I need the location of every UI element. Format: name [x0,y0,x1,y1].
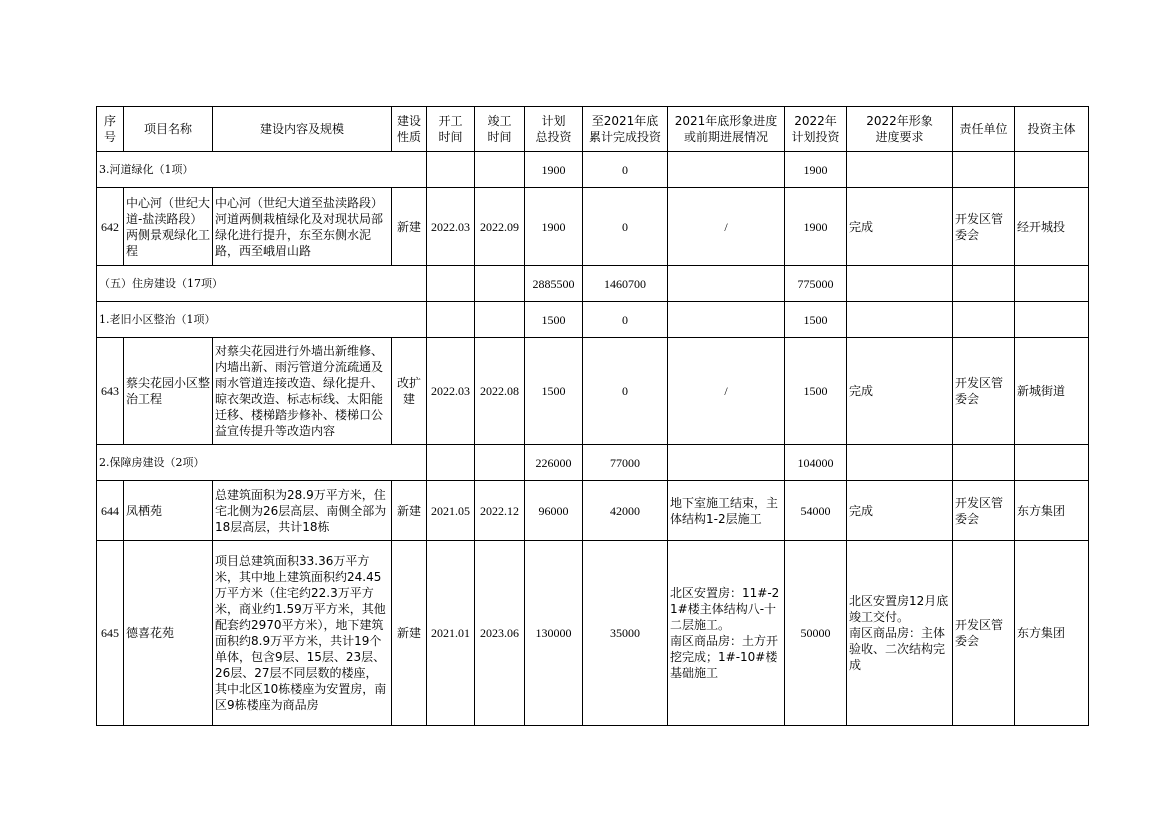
section-plan-total: 1500 [525,302,583,338]
row-unit: 开发区管委会 [953,338,1015,445]
row-content: 总建筑面积为28.9万平方米，住宅北侧为26层高层、南侧全部为18层高层，共计18栋 [213,481,392,541]
row-end: 2022.12 [475,481,525,541]
header-req-2022: 2022年形象 进度要求 [847,107,953,152]
section-plan-2022: 775000 [785,266,847,302]
row-investor: 东方集团 [1015,541,1089,726]
table-row [97,481,1089,541]
row-cum-2021: 0 [583,188,668,266]
header-investor: 投资主体 [1015,107,1089,152]
row-plan-2022: 1900 [785,188,847,266]
row-seq: 643 [97,338,124,445]
row-nature: 新建 [392,481,427,541]
section-title: （五）住房建设（17项） [97,266,427,302]
row-plan-2022: 54000 [785,481,847,541]
row-progress-2021: 地下室施工结束，主体结构1-2层施工 [668,481,785,541]
section-row-river [97,152,1089,188]
row-req-2022: 北区安置房12月底竣工交付。 南区商品房：主体验收、二次结构完成 [847,541,953,726]
section-cum-2021: 0 [583,302,668,338]
table-row [97,541,1089,726]
section-title: 2.保障房建设（2项） [97,445,427,481]
row-plan-total: 96000 [525,481,583,541]
section-cum-2021: 0 [583,152,668,188]
table-row [97,338,1089,445]
row-req-2022: 完成 [847,338,953,445]
row-name: 德喜花苑 [124,541,213,726]
row-cum-2021: 42000 [583,481,668,541]
row-nature: 新建 [392,541,427,726]
header-seq: 序 号 [97,107,124,152]
section-row-guarantee [97,445,1089,481]
row-investor: 经开城投 [1015,188,1089,266]
header-start: 开工 时间 [427,107,475,152]
row-progress-2021: / [668,338,785,445]
section-plan-2022: 1900 [785,152,847,188]
row-progress-2021: / [668,188,785,266]
section-plan-2022: 1500 [785,302,847,338]
section-plan-total: 1900 [525,152,583,188]
row-end: 2022.09 [475,188,525,266]
project-table [96,106,1089,726]
row-unit: 开发区管委会 [953,481,1015,541]
row-cum-2021: 35000 [583,541,668,726]
row-name: 凤栖苑 [124,481,213,541]
row-req-2022: 完成 [847,188,953,266]
row-name: 中心河（世纪大道-盐渎路段）两侧景观绿化工程 [124,188,213,266]
row-start: 2021.01 [427,541,475,726]
row-unit: 开发区管委会 [953,188,1015,266]
row-plan-total: 130000 [525,541,583,726]
row-seq: 645 [97,541,124,726]
header-plan-total: 计划 总投资 [525,107,583,152]
row-start: 2022.03 [427,188,475,266]
section-plan-total: 226000 [525,445,583,481]
row-investor: 新城街道 [1015,338,1089,445]
section-row-old [97,302,1089,338]
row-content: 中心河（世纪大道至盐渎路段）河道两侧栽植绿化及对现状局部绿化进行提升，东至东侧水泥路，西至峨眉山路 [213,188,392,266]
row-cum-2021: 0 [583,338,668,445]
header-nature: 建设 性质 [392,107,427,152]
header-plan-2022: 2022年 计划投资 [785,107,847,152]
header-row [97,107,1089,152]
header-name: 项目名称 [124,107,213,152]
row-progress-2021: 北区安置房：11#-21#楼主体结构八-十二层施工。 南区商品房：土方开挖完成；1#-10#楼基础施工 [668,541,785,726]
row-end: 2023.06 [475,541,525,726]
section-row-housing [97,266,1089,302]
row-plan-total: 1900 [525,188,583,266]
header-unit: 责任单位 [953,107,1015,152]
section-plan-total: 2885500 [525,266,583,302]
row-content: 项目总建筑面积33.36万平方米，其中地上建筑面积约24.45万平方米（住宅约22.3万平方米，商业约1.59万平方米，其他配套约2970平方米），地下建筑面积约8.9万平方米，共计19个单体，包含9层、15层、23层、26层、27层不同层数的楼座，其中北区10栋楼座为安置房，南区9栋楼座为商品房 [213,541,392,726]
row-start: 2021.05 [427,481,475,541]
row-content: 对蔡尖花园进行外墙出新维修、内墙出新、雨污管道分流疏通及雨水管道连接改造、绿化提升、晾衣架改造、标志标线、太阳能迁移、楼梯踏步修补、楼梯口公益宣传提升等改造内容 [213,338,392,445]
row-plan-2022: 1500 [785,338,847,445]
section-title: 3.河道绿化（1项） [97,152,427,188]
row-unit: 开发区管委会 [953,541,1015,726]
row-name: 蔡尖花园小区整治工程 [124,338,213,445]
section-plan-2022: 104000 [785,445,847,481]
row-seq: 644 [97,481,124,541]
section-cum-2021: 1460700 [583,266,668,302]
section-title: 1.老旧小区整治（1项） [97,302,427,338]
row-start: 2022.03 [427,338,475,445]
header-content: 建设内容及规模 [213,107,392,152]
section-cum-2021: 77000 [583,445,668,481]
row-plan-2022: 50000 [785,541,847,726]
row-nature: 新建 [392,188,427,266]
row-plan-total: 1500 [525,338,583,445]
table-row [97,188,1089,266]
row-nature: 改扩建 [392,338,427,445]
row-end: 2022.08 [475,338,525,445]
row-req-2022: 完成 [847,481,953,541]
header-cum-2021: 至2021年底 累计完成投资 [583,107,668,152]
header-progress-2021: 2021年底形象进度 或前期进展情况 [668,107,785,152]
row-investor: 东方集团 [1015,481,1089,541]
header-end: 竣工 时间 [475,107,525,152]
row-seq: 642 [97,188,124,266]
